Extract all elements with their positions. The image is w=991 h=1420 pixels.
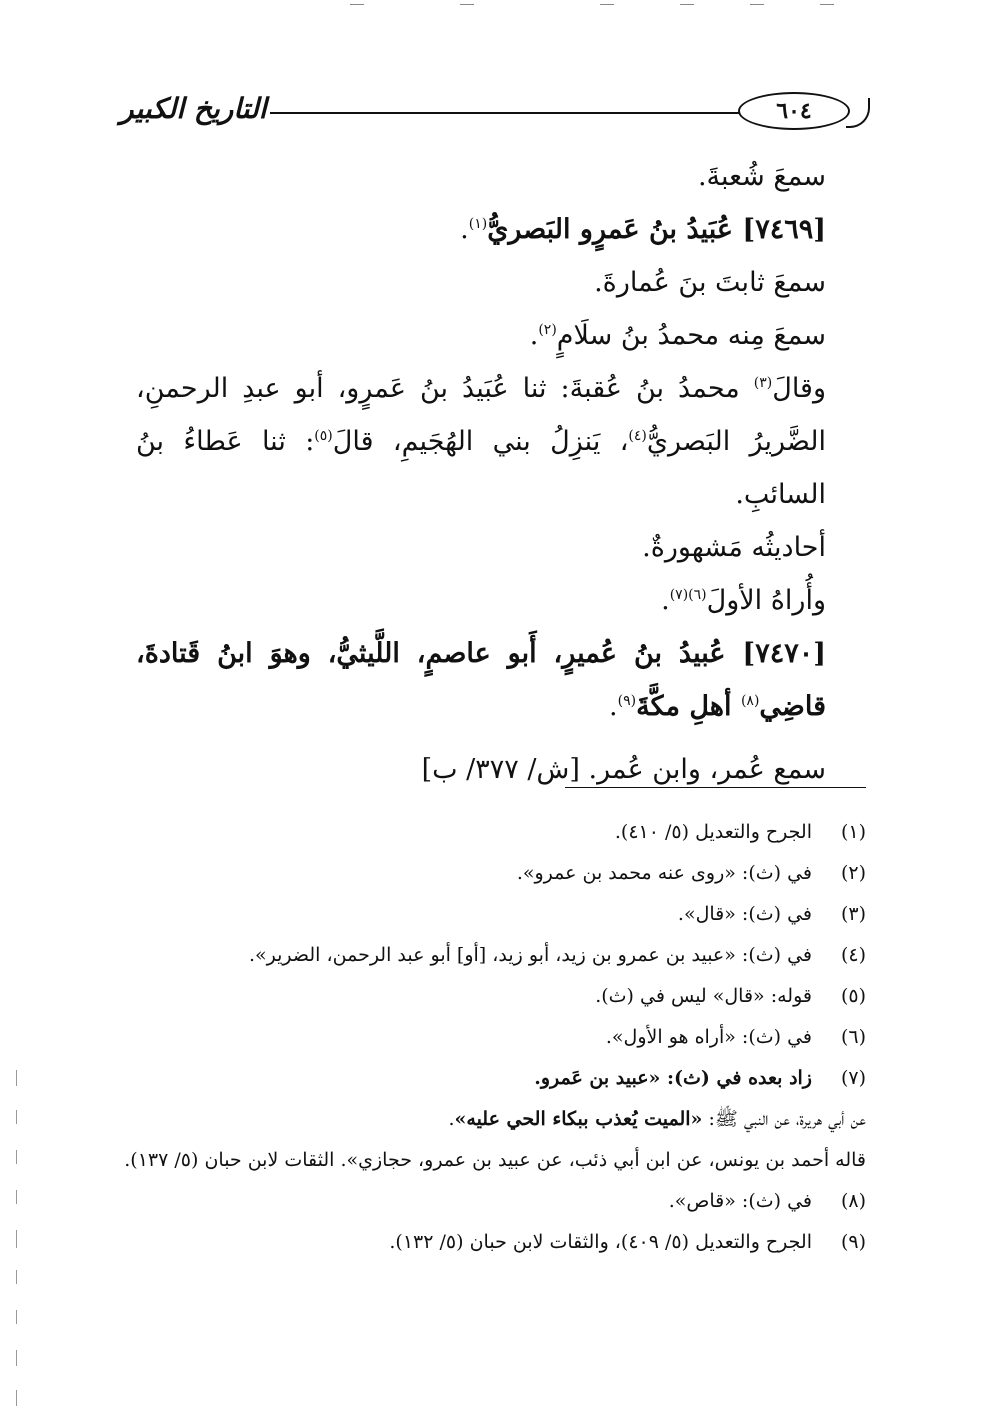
footnote-separator [565, 787, 866, 788]
footnote-ref: (١) [468, 216, 488, 232]
footnote-text: في (ث): «قاص». [668, 1190, 812, 1212]
footnote-number: (٨) [840, 1190, 866, 1212]
text-span: سمعَ مِنه محمدُ بنُ سلَامٍ [556, 320, 826, 351]
text-span: وقالَ [772, 373, 826, 404]
page-number [738, 92, 850, 130]
text-line [136, 150, 826, 203]
footnote-item [120, 894, 866, 935]
footnote-number: (٣) [840, 903, 866, 925]
footnote-text: زاد بعده في (ث): «عبيد بن عَمرو. [534, 1067, 812, 1089]
footnote-ref: (٦)(٧) [669, 587, 707, 603]
hadith-quote: «الميت يُعذب ببكاء الحي عليه» [454, 1108, 703, 1130]
footnote-number: (٧) [840, 1067, 866, 1089]
page-number-ornament [846, 98, 870, 128]
entry-title: [٧٤٧٠] عُبيدُ بنُ عُميرٍ، أَبو عاصمٍ، اللَّيثيُّ، وهوَ ابنُ قَتادةَ، قاضِي [136, 638, 826, 722]
text-line: سمعَ مِنه محمدُ بنُ سلَامٍ$^{(٢)}$. [529, 320, 826, 351]
header-rule [270, 112, 740, 114]
footnote-text: قوله: «قال» ليس في (ث). [595, 985, 812, 1007]
text-span: وأُراهُ الأولَ [706, 585, 826, 616]
text-span: ، يَنزِلُ بني الهُجَيمِ، قالَ [332, 426, 629, 457]
text-span: سمعَ شُعبةَ. [697, 161, 826, 192]
footnote-text: في (ث): «عبيد بن عمرو بن زيد، أبو زيد، [أو] أبو عبد الرحمن، الضرير». [249, 944, 812, 966]
footnote-ref: (٨) [740, 693, 760, 709]
page-header [120, 88, 870, 136]
footnote-item [120, 1181, 866, 1222]
footnote-number: (٤) [840, 944, 866, 966]
footnote-continuation [120, 1099, 866, 1140]
footnote-text: الجرح والتعديل (٥/ ٤١٠). [614, 821, 812, 843]
footnote-text: في (ث): «أراه هو الأول». [605, 1026, 812, 1048]
footnote-continuation [120, 1140, 866, 1181]
footnote-number: (١) [840, 821, 866, 843]
footnote-text: في (ث): «روى عنه محمد بن عمرو». [516, 862, 812, 884]
text-span: : ثنا عَطاءُ بنُ السائبِ. [136, 426, 826, 510]
footnote-item [120, 935, 866, 976]
footnote-number: (٦) [840, 1026, 866, 1048]
footnotes [120, 812, 866, 1263]
footnote-text: الجرح والتعديل (٥/ ٤٠٩)، والثقات لابن حبان (٥/ ١٣٢). [389, 1231, 812, 1253]
footnote-number: (٥) [840, 985, 866, 1007]
text-span: أحاديثُه مَشهورةٌ. [642, 532, 826, 563]
footnote-item [120, 812, 866, 853]
text-span: عن أبي هريرة، عن النبي ﷺ: [702, 1108, 866, 1130]
running-title: التاريخ الكبير [120, 92, 267, 125]
top-scan-ticks [300, 0, 900, 10]
text-line: وأُراهُ الأولَ$^{(٦)(٧)}$. [661, 585, 826, 616]
footnote-item [120, 1222, 866, 1263]
text-line [136, 743, 826, 796]
main-text [136, 150, 826, 796]
text-span: قاله أحمد بن يونس، عن ابن أبي ذئب، عن عبيد بن عمرو، حجازي». الثقات لابن حبان (٥/ ١٣٧). [124, 1149, 866, 1171]
footnote-ref: (٤) [628, 428, 647, 444]
footnote-ref: (٩) [617, 693, 637, 709]
footnote-item [120, 853, 866, 894]
entry-heading: [٧٤٧٠] عُبيدُ بنُ عُميرٍ، أَبو عاصمٍ، اللَّيثيُّ، وهوَ ابنُ قَتادةَ، قاضِي$^{(٨)}$ أهلِ مكَّةَ$^{(٩)}$. [136, 638, 826, 722]
footnote-item [120, 1058, 866, 1099]
left-scan-marks [16, 1070, 20, 1410]
footnote-ref: (٣) [753, 375, 773, 391]
text-span: سمع عُمر، وابن عُمر. [ش/ ٣٧٧/ ب] [421, 754, 826, 785]
footnote-item [120, 976, 866, 1017]
footnote-number: (٩) [840, 1231, 866, 1253]
text-span: محمدُ بنُ عُقبةَ: ثنا عُبَيدُ بنُ عَمرٍو، أبو عبدِ الرحمنِ، الضَّريرُ البَصريُّ [136, 373, 827, 457]
entry-title: أهلِ مكَّةَ [636, 691, 741, 722]
page-number-text: ٦٠٤ [776, 98, 812, 124]
footnote-ref: (٥) [314, 428, 333, 444]
paragraph [136, 362, 826, 521]
footnote-number: (٢) [840, 862, 866, 884]
footnote-item [120, 1017, 866, 1058]
footnote-text: في (ث): «قال». [677, 903, 812, 925]
text-line [136, 521, 826, 574]
text-span: . [448, 1108, 455, 1130]
entry-title: [٧٤٦٩] عُبَيدُ بنُ عَمرٍو البَصريُّ [487, 214, 826, 245]
text-span: سمعَ ثابتَ بنَ عُمارةَ. [594, 267, 826, 298]
footnote-ref: (٢) [538, 322, 557, 338]
entry-heading: [٧٤٦٩] عُبَيدُ بنُ عَمرٍو البَصريُّ$^{(١)}$. [460, 214, 826, 245]
text-line [136, 256, 826, 309]
